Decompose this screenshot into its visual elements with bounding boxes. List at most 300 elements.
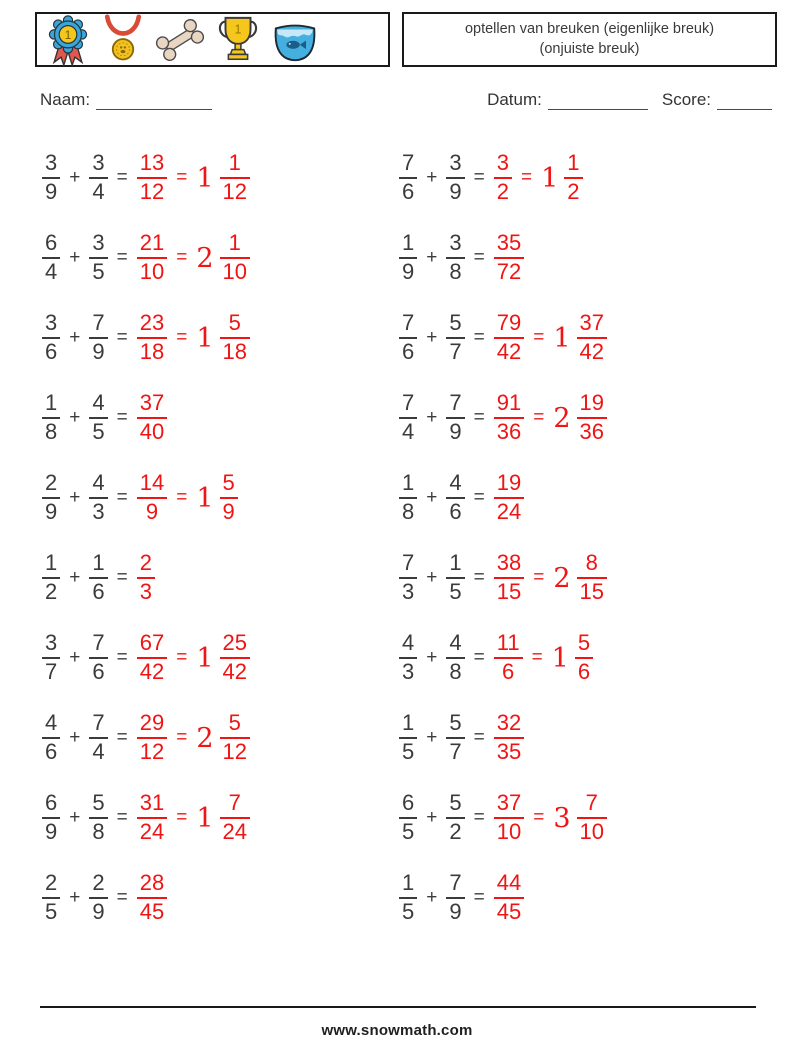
equals-sign: = [473, 487, 485, 508]
denominator: 4 [45, 259, 58, 284]
numerator: 1 [564, 151, 582, 179]
mixed-number-result [531, 631, 594, 684]
problem [42, 378, 399, 458]
mixed-number-result [175, 631, 250, 684]
mixed-fraction [577, 311, 607, 364]
denominator: 8 [402, 499, 415, 524]
denominator: 15 [579, 579, 604, 604]
equals-sign: = [473, 247, 485, 268]
denominator: 12 [222, 739, 247, 764]
plus-operator: + [426, 407, 438, 428]
plus-operator: + [69, 487, 81, 508]
numerator: 2 [137, 551, 155, 579]
numerator: 7 [220, 791, 250, 819]
denominator: 8 [449, 259, 462, 284]
denominator: 6 [502, 659, 515, 684]
denominator: 9 [45, 179, 58, 204]
numerator: 3 [42, 151, 60, 179]
addend-fraction-2 [446, 231, 464, 284]
numerator: 3 [89, 151, 107, 179]
addend-fraction-2 [446, 391, 464, 444]
numerator: 4 [89, 391, 107, 419]
whole-number: 1 [541, 162, 559, 194]
equals-sign: = [116, 887, 128, 908]
denominator: 6 [92, 579, 105, 604]
numerator: 32 [494, 711, 524, 739]
numerator: 23 [137, 311, 167, 339]
addend-fraction-2 [89, 391, 107, 444]
addend-fraction-2 [89, 471, 107, 524]
plus-operator: + [69, 647, 81, 668]
mixed-number-result [532, 551, 607, 604]
equals-sign: = [116, 247, 128, 268]
equals-sign: = [176, 647, 188, 668]
sum-fraction [137, 791, 167, 844]
numerator: 3 [494, 151, 512, 179]
problem [399, 138, 756, 218]
mixed-number-result [520, 151, 583, 204]
plus-operator: + [426, 887, 438, 908]
plus-operator: + [69, 807, 81, 828]
mixed-number-result [532, 311, 607, 364]
mixed-number-result [532, 791, 607, 844]
numerator: 44 [494, 871, 524, 899]
footer-divider [40, 1006, 756, 1008]
numerator: 7 [399, 551, 417, 579]
equals-sign: = [116, 647, 128, 668]
numerator: 19 [494, 471, 524, 499]
numerator: 19 [577, 391, 607, 419]
worksheet-title [402, 12, 777, 67]
numerator: 1 [42, 391, 60, 419]
numerator: 7 [89, 311, 107, 339]
problem [399, 538, 756, 618]
numerator: 7 [577, 791, 607, 819]
equals-sign: = [176, 727, 188, 748]
denominator: 5 [402, 739, 415, 764]
equals-sign: = [473, 167, 485, 188]
equals-sign: = [473, 407, 485, 428]
problem [42, 298, 399, 378]
trophy-icon [215, 14, 261, 66]
denominator: 5 [402, 819, 415, 844]
numerator: 5 [220, 711, 250, 739]
numerator: 4 [89, 471, 107, 499]
denominator: 10 [579, 819, 604, 844]
denominator: 5 [92, 419, 105, 444]
sum-fraction [494, 711, 524, 764]
sum-fraction [494, 231, 524, 284]
addend-fraction-1 [399, 311, 417, 364]
addend-fraction-2 [89, 631, 107, 684]
addend-fraction-1 [42, 231, 60, 284]
sum-fraction [137, 871, 167, 924]
name-blank-line [96, 92, 212, 110]
numerator: 3 [42, 311, 60, 339]
addend-fraction-2 [446, 471, 464, 524]
addend-fraction-1 [42, 871, 60, 924]
mixed-number-result [175, 471, 238, 524]
worksheet-title-line2: (onjuiste breuk) [539, 40, 640, 57]
problem [399, 298, 756, 378]
denominator: 9 [449, 179, 462, 204]
mixed-fraction [577, 391, 607, 444]
numerator: 1 [220, 231, 250, 259]
denominator: 9 [45, 819, 58, 844]
plus-operator: + [69, 727, 81, 748]
addend-fraction-2 [89, 551, 107, 604]
sum-fraction [137, 391, 167, 444]
equals-sign: = [116, 807, 128, 828]
denominator: 4 [402, 419, 415, 444]
whole-number: 1 [551, 642, 569, 674]
denominator: 5 [402, 899, 415, 924]
mixed-fraction [577, 791, 607, 844]
denominator: 4 [92, 179, 105, 204]
whole-number: 2 [553, 562, 571, 594]
sum-fraction [137, 151, 167, 204]
numerator: 1 [446, 551, 464, 579]
addend-fraction-1 [42, 151, 60, 204]
numerator: 5 [446, 311, 464, 339]
sum-fraction [137, 551, 155, 604]
mixed-fraction [220, 151, 250, 204]
numerator: 37 [577, 311, 607, 339]
award-rosette-icon [45, 14, 91, 66]
date-blank-line [548, 92, 648, 110]
mixed-number-result [175, 231, 250, 284]
plus-operator: + [426, 247, 438, 268]
addend-fraction-2 [446, 551, 464, 604]
numerator: 13 [137, 151, 167, 179]
denominator: 24 [496, 499, 522, 524]
equals-sign: = [116, 327, 128, 348]
problem [399, 218, 756, 298]
addend-fraction-2 [89, 791, 107, 844]
score-blank-line [717, 92, 772, 110]
mixed-fraction [220, 311, 250, 364]
denominator: 12 [139, 739, 165, 764]
whole-number: 3 [553, 802, 571, 834]
denominator: 36 [579, 419, 604, 444]
addend-fraction-1 [399, 231, 417, 284]
denominator: 45 [139, 899, 165, 924]
plus-operator: + [426, 727, 438, 748]
numerator: 3 [42, 631, 60, 659]
whole-number: 1 [196, 482, 214, 514]
denominator: 10 [496, 819, 522, 844]
numerator: 35 [494, 231, 524, 259]
numerator: 7 [399, 151, 417, 179]
denominator: 3 [139, 579, 152, 604]
problem [42, 698, 399, 778]
equals-sign: = [473, 647, 485, 668]
problem [399, 778, 756, 858]
denominator: 42 [579, 339, 604, 364]
equals-sign: = [473, 727, 485, 748]
denominator: 5 [449, 579, 462, 604]
plus-operator: + [426, 567, 438, 588]
addend-fraction-1 [399, 551, 417, 604]
numerator: 5 [220, 311, 250, 339]
numerator: 91 [494, 391, 524, 419]
addend-fraction-1 [42, 471, 60, 524]
denominator: 8 [92, 819, 105, 844]
numerator: 14 [137, 471, 167, 499]
plus-operator: + [426, 807, 438, 828]
numerator: 7 [89, 711, 107, 739]
numerator: 6 [42, 791, 60, 819]
problem [42, 538, 399, 618]
denominator: 6 [577, 659, 591, 684]
numerator: 1 [89, 551, 107, 579]
sum-fraction [494, 391, 524, 444]
denominator: 9 [45, 499, 58, 524]
numerator: 79 [494, 311, 524, 339]
numerator: 1 [42, 551, 60, 579]
numerator: 1 [399, 711, 417, 739]
medal-icon [101, 14, 145, 66]
equals-sign: = [533, 327, 545, 348]
numerator: 1 [399, 471, 417, 499]
numerator: 3 [89, 231, 107, 259]
sum-fraction [494, 311, 524, 364]
addend-fraction-2 [446, 631, 464, 684]
denominator: 42 [222, 659, 247, 684]
equals-sign: = [533, 807, 545, 828]
denominator: 35 [496, 739, 522, 764]
numerator: 5 [575, 631, 593, 659]
numerator: 6 [42, 231, 60, 259]
equals-sign: = [473, 567, 485, 588]
problem [42, 218, 399, 298]
mixed-number-result [175, 151, 250, 204]
equals-sign: = [176, 247, 188, 268]
addend-fraction-1 [399, 151, 417, 204]
problem [42, 778, 399, 858]
plus-operator: + [69, 407, 81, 428]
equals-sign: = [176, 487, 188, 508]
equals-sign: = [473, 327, 485, 348]
denominator: 9 [449, 419, 462, 444]
numerator: 7 [89, 631, 107, 659]
equals-sign: = [116, 167, 128, 188]
name-field-group [40, 90, 212, 110]
problem [399, 618, 756, 698]
plus-operator: + [426, 487, 438, 508]
equals-sign: = [116, 407, 128, 428]
denominator: 9 [402, 259, 415, 284]
fields-row [40, 90, 772, 110]
score-label: Score: [661, 90, 711, 109]
numerator: 5 [446, 711, 464, 739]
equals-sign: = [473, 887, 485, 908]
denominator: 9 [92, 899, 105, 924]
plus-operator: + [69, 327, 81, 348]
sum-fraction [494, 471, 524, 524]
denominator: 42 [496, 339, 522, 364]
addend-fraction-2 [89, 311, 107, 364]
mixed-number-result [175, 791, 250, 844]
denominator: 9 [145, 499, 159, 524]
numerator: 4 [446, 471, 464, 499]
denominator: 40 [139, 419, 165, 444]
numerator: 7 [446, 391, 464, 419]
score-field-group [662, 90, 772, 110]
mixed-fraction [577, 551, 607, 604]
problem [399, 698, 756, 778]
whole-number: 2 [553, 402, 571, 434]
denominator: 6 [402, 179, 415, 204]
plus-operator: + [69, 887, 81, 908]
equals-sign: = [176, 807, 188, 828]
addend-fraction-1 [42, 391, 60, 444]
denominator: 36 [496, 419, 522, 444]
sum-fraction [494, 151, 512, 204]
denominator: 2 [449, 819, 462, 844]
plus-operator: + [69, 567, 81, 588]
numerator: 25 [220, 631, 250, 659]
date-label: Datum: [487, 90, 542, 109]
numerator: 31 [137, 791, 167, 819]
denominator: 9 [92, 339, 105, 364]
mixed-fraction [575, 631, 593, 684]
numerator: 1 [399, 871, 417, 899]
denominator: 4 [92, 739, 105, 764]
equals-sign: = [176, 327, 188, 348]
numerator: 21 [137, 231, 167, 259]
numerator: 3 [446, 151, 464, 179]
rosette-number: 1 [64, 27, 72, 42]
numerator: 29 [137, 711, 167, 739]
denominator: 6 [402, 339, 415, 364]
denominator: 12 [139, 179, 165, 204]
problem [399, 858, 756, 938]
addend-fraction-2 [89, 871, 107, 924]
equals-sign: = [520, 167, 533, 188]
denominator: 10 [222, 259, 247, 284]
denominator: 3 [402, 659, 415, 684]
addend-fraction-2 [446, 311, 464, 364]
numerator: 3 [446, 231, 464, 259]
plus-operator: + [69, 247, 81, 268]
denominator: 2 [45, 579, 58, 604]
addend-fraction-1 [399, 391, 417, 444]
denominator: 8 [45, 419, 58, 444]
addend-fraction-2 [446, 151, 464, 204]
addend-fraction-1 [399, 791, 417, 844]
problem [399, 458, 756, 538]
denominator: 18 [222, 339, 247, 364]
sum-fraction [137, 471, 167, 524]
addend-fraction-1 [42, 791, 60, 844]
plus-operator: + [69, 167, 81, 188]
addend-fraction-2 [446, 791, 464, 844]
equals-sign: = [533, 407, 545, 428]
sum-fraction [494, 551, 524, 604]
addend-fraction-2 [89, 711, 107, 764]
addend-fraction-1 [42, 311, 60, 364]
addend-fraction-2 [446, 711, 464, 764]
numerator: 4 [446, 631, 464, 659]
numerator: 4 [42, 711, 60, 739]
denominator: 10 [139, 259, 165, 284]
numerator: 6 [399, 791, 417, 819]
denominator: 7 [449, 739, 462, 764]
equals-sign: = [533, 567, 545, 588]
numerator: 28 [137, 871, 167, 899]
addend-fraction-2 [89, 151, 107, 204]
mixed-number-result [532, 391, 607, 444]
denominator: 6 [45, 739, 58, 764]
problems-grid [42, 138, 756, 938]
denominator: 8 [449, 659, 462, 684]
sum-fraction [137, 311, 167, 364]
denominator: 6 [449, 499, 462, 524]
whole-number: 1 [196, 802, 214, 834]
plus-operator: + [426, 167, 438, 188]
denominator: 2 [496, 179, 509, 204]
denominator: 7 [45, 659, 58, 684]
plus-operator: + [426, 327, 438, 348]
denominator: 24 [222, 819, 247, 844]
problem [42, 618, 399, 698]
denominator: 12 [222, 179, 247, 204]
problem [399, 378, 756, 458]
sum-fraction [137, 711, 167, 764]
problem [42, 858, 399, 938]
addend-fraction-2 [89, 231, 107, 284]
sum-fraction [494, 871, 524, 924]
whole-number: 1 [553, 322, 571, 354]
numerator: 2 [42, 471, 60, 499]
name-label: Naam: [40, 90, 91, 109]
sum-fraction [494, 631, 523, 684]
numerator: 5 [89, 791, 107, 819]
whole-number: 1 [196, 322, 214, 354]
numerator: 5 [446, 791, 464, 819]
numerator: 7 [399, 311, 417, 339]
problem [42, 458, 399, 538]
mixed-number-result [175, 311, 250, 364]
denominator: 42 [139, 659, 165, 684]
denominator: 3 [402, 579, 415, 604]
numerator: 2 [42, 871, 60, 899]
fishbowl-icon [271, 16, 319, 64]
numerator: 1 [220, 151, 250, 179]
equals-sign: = [531, 647, 543, 668]
mixed-number-result [175, 711, 250, 764]
sum-fraction [137, 231, 167, 284]
sum-fraction [494, 791, 524, 844]
whole-number: 1 [196, 162, 214, 194]
denominator: 9 [222, 499, 235, 524]
numerator: 7 [399, 391, 417, 419]
numerator: 67 [137, 631, 167, 659]
denominator: 9 [449, 899, 462, 924]
addend-fraction-1 [399, 871, 417, 924]
date-field-group [487, 90, 648, 110]
plus-operator: + [426, 647, 438, 668]
numerator: 4 [399, 631, 417, 659]
denominator: 5 [92, 259, 105, 284]
equals-sign: = [116, 487, 128, 508]
addend-fraction-1 [399, 471, 417, 524]
denominator: 7 [449, 339, 462, 364]
mixed-fraction [564, 151, 582, 204]
numerator: 11 [494, 631, 523, 659]
denominator: 15 [496, 579, 522, 604]
